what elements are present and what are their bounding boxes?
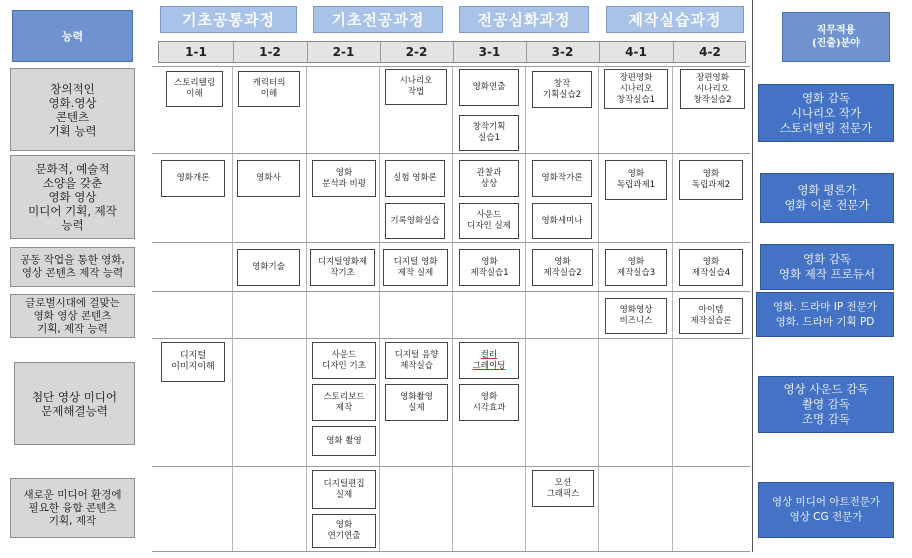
subject-box: 실험 영화론 bbox=[385, 160, 445, 197]
semester-3-2: 3-2 bbox=[551, 45, 574, 59]
competence-header: 능력 bbox=[12, 10, 133, 62]
right-separator-line bbox=[752, 0, 753, 552]
job-field-sound-camera-lighting: 영상 사운드 감독 촬영 감독 조명 감독 bbox=[758, 376, 894, 433]
subject-box: 영화 제작실습1 bbox=[459, 249, 520, 286]
subject-box: 영화촬영 실제 bbox=[385, 384, 448, 421]
job-field-criticism-theory: 영화 평론가 영화 이론 전문가 bbox=[760, 173, 894, 223]
job-field-directing-writing: 영화 감독 시나리오 작가 스토리텔링 전문가 bbox=[758, 84, 894, 142]
job-field-header: 직무적용 (진출)분야 bbox=[782, 12, 890, 62]
semester-4-1: 4-1 bbox=[625, 45, 647, 59]
competence-global-content: 글로벌시대에 걸맞는 영화 영상 콘텐츠 기획, 제작 능력 bbox=[10, 294, 135, 338]
subject-box: 모션 그래픽스 bbox=[532, 470, 594, 507]
competence-convergent-content: 새로운 미디어 환경에 필요한 융합 콘텐츠 기획, 제작 bbox=[10, 478, 135, 538]
subject-box: 디지털 영화 제작 실제 bbox=[383, 249, 448, 286]
grid-hline bbox=[152, 291, 750, 292]
subject-box: 디지털편집 실제 bbox=[312, 470, 376, 509]
grid-hline bbox=[152, 153, 750, 154]
subject-box: 장편영화 시나리오 창작실습2 bbox=[680, 69, 745, 109]
course-basic-common: 기초공통과정 bbox=[160, 6, 297, 33]
subject-box: 영화 독립과제2 bbox=[679, 160, 743, 200]
subject-box: 시나리오 작법 bbox=[385, 69, 447, 105]
grid-hline bbox=[152, 242, 750, 243]
subject-box: 사운드 디자인 실제 bbox=[459, 203, 519, 239]
subject-box: 영화연출 bbox=[459, 69, 519, 106]
subject-box: 영화사 bbox=[237, 160, 300, 197]
semester-1-1: 1-1 bbox=[185, 45, 207, 59]
semester-1-2: 1-2 bbox=[259, 45, 281, 59]
subject-box: 영화 분석과 비평 bbox=[312, 160, 376, 197]
competence-cultural-artistic: 문화적, 예술적 소양을 갖춘 영화 영상 미디어 기획, 제작 능력 bbox=[10, 155, 135, 239]
subject-box: 스토리텔링 이해 bbox=[166, 71, 223, 107]
course-basic-major: 기초전공과정 bbox=[313, 6, 443, 33]
subject-box: 영화 제작실습4 bbox=[679, 249, 743, 286]
grid-vline bbox=[232, 67, 233, 552]
subject-box: 영화 제작실습2 bbox=[532, 249, 593, 286]
grid-hline bbox=[152, 466, 750, 467]
grid-hline bbox=[152, 338, 750, 339]
subject-box: 영화 독립과제1 bbox=[605, 160, 667, 200]
subject-box: 영화 연기연출 bbox=[312, 514, 376, 548]
grid-vline bbox=[525, 67, 526, 552]
subject-box: 관찰과 상상 bbox=[459, 160, 519, 197]
subject-box: 아이템 제작실습론 bbox=[679, 298, 743, 334]
subject-box: 장편영화 시나리오 창작실습1 bbox=[604, 69, 668, 109]
grid-vline bbox=[306, 67, 307, 552]
subject-box: 창작기획 실습1 bbox=[459, 115, 519, 151]
competence-collaborative-production: 공동 작업을 통한 영화, 영상 콘텐츠 제작 능력 bbox=[10, 247, 135, 287]
competence-advanced-media: 첨단 영상 미디어 문제해결능력 bbox=[14, 362, 135, 445]
grid-vline bbox=[598, 67, 599, 552]
grid-vline bbox=[452, 67, 453, 552]
subject-box: 기록영화실습 bbox=[385, 203, 445, 239]
semester-4-2: 4-2 bbox=[699, 45, 721, 59]
subject-box: 창작 기획실습2 bbox=[532, 71, 592, 108]
grid-hline bbox=[152, 551, 750, 552]
subject-box: 디지털 음향 제작실습 bbox=[385, 342, 448, 379]
semester-row bbox=[158, 41, 746, 63]
subject-box: 영화 시각효과 bbox=[459, 384, 519, 421]
subject-box-color-grading bbox=[459, 342, 519, 379]
subject-box: 디지털 이미지이해 bbox=[161, 342, 225, 382]
competence-creative-planning: 창의적인 영화.영상 콘텐츠 기획 능력 bbox=[10, 68, 135, 151]
subject-box: 영화세미나 bbox=[532, 203, 592, 239]
grid-hline bbox=[152, 66, 750, 67]
semester-2-1: 2-1 bbox=[332, 45, 355, 59]
semester-2-2: 2-2 bbox=[405, 45, 428, 59]
job-field-directing-producing: 영화 감독 영화 제작 프로듀서 bbox=[760, 244, 894, 290]
semester-3-1: 3-1 bbox=[478, 45, 501, 59]
subject-box: 캐릭터의 이해 bbox=[238, 71, 300, 107]
subject-box: 영화영상 비즈니스 bbox=[605, 298, 667, 334]
course-major-advanced: 전공심화과정 bbox=[459, 6, 589, 33]
subject-box: 영화기술 bbox=[237, 249, 300, 286]
job-field-ip-planning: 영화. 드라마 IP 전문가 영화. 드라마 기획 PD bbox=[756, 292, 894, 337]
subject-box: 사운드 디자인 기초 bbox=[312, 342, 376, 379]
subject-box: 영화작가론 bbox=[532, 160, 592, 197]
grid-vline bbox=[379, 67, 380, 552]
subject-box: 영화개론 bbox=[161, 160, 225, 197]
subject-box: 디지털영화제 작기초 bbox=[310, 249, 375, 286]
subject-box: 영화 제작실습3 bbox=[605, 249, 667, 286]
subject-box: 스토리보드 제작 bbox=[312, 384, 376, 421]
subject-label: 컬러 그레이딩 bbox=[472, 349, 506, 371]
course-production-practice: 제작실습과정 bbox=[606, 6, 744, 33]
subject-box: 영화 촬영 bbox=[312, 426, 376, 456]
job-field-media-art-cg: 영상 미디어 아트전문가 영상 CG 전문가 bbox=[758, 482, 894, 538]
grid-vline bbox=[672, 67, 673, 552]
